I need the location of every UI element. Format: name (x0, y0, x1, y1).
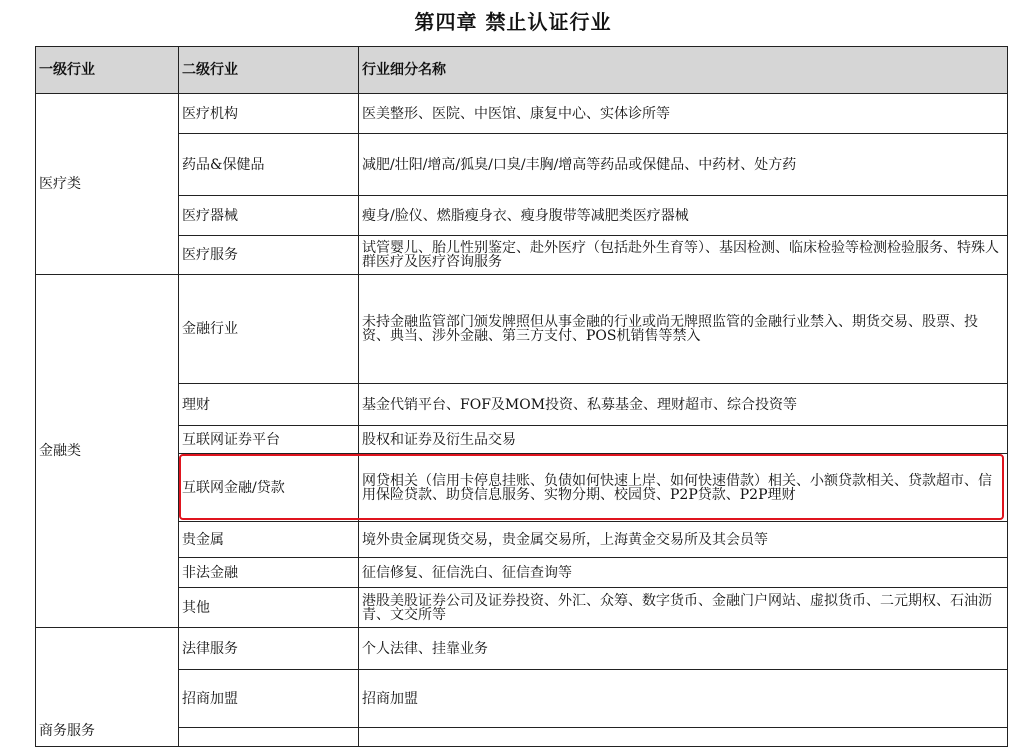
table-row-sub: 贵金属 (179, 522, 359, 558)
group-medical: 医疗类 (36, 94, 179, 275)
table-header-primary: 一级行业 (36, 47, 179, 94)
table-row-detail: 瘦身/脸仪、燃脂瘦身衣、瘦身腹带等减肥类医疗器械 (359, 196, 1008, 236)
table-row-detail: 港股美股证券公司及证券投资、外汇、众筹、数字货币、金融门户网站、虚拟货币、二元期权、石油沥青、文交所等 (359, 588, 1008, 628)
table-header-secondary: 二级行业 (179, 47, 359, 94)
table-row-sub: 招商加盟 (179, 670, 359, 728)
table-row-sub: 法律服务 (179, 628, 359, 670)
table-row-detail: 医美整形、医院、中医馆、康复中心、实体诊所等 (359, 94, 1008, 134)
table-row-sub: 理财 (179, 384, 359, 426)
table-row-detail: 个人法律、挂靠业务 (359, 628, 1008, 670)
document-page (35, 46, 1007, 739)
page-title: 第四章 禁止认证行业 (414, 10, 612, 34)
table-row-sub: 互联网金融/贷款 (179, 454, 359, 522)
table-row-sub: 医疗器械 (179, 196, 359, 236)
table-row-sub: 其他 (179, 588, 359, 628)
table-row-sub: 金融行业 (179, 275, 359, 384)
industry-table (35, 46, 1008, 747)
table-row-detail: 境外贵金属现货交易，贵金属交易所，上海黄金交易所及其会员等 (359, 522, 1008, 558)
table-row-sub: 互联网证券平台 (179, 426, 359, 454)
table-row-sub: 非法金融 (179, 558, 359, 588)
table-row-detail: 减肥/壮阳/增高/狐臭/口臭/丰胸/增高等药品或保健品、中药材、处方药 (359, 134, 1008, 196)
table-row-sub: 医疗服务 (179, 236, 359, 275)
table-row-sub: 医疗机构 (179, 94, 359, 134)
table-row-detail: 股权和证券及衍生品交易 (359, 426, 1008, 454)
table-row-partial (359, 728, 1008, 747)
table-row-detail: 未持金融监管部门颁发牌照但从事金融的行业或尚无牌照监管的金融行业禁入、期货交易、股票、投资、典当、涉外金融、第三方支付、POS机销售等禁入 (359, 275, 1008, 384)
group-business: 商务服务 (36, 628, 179, 747)
table-header-detail: 行业细分名称 (359, 47, 1008, 94)
table-row-sub: 药品&保健品 (179, 134, 359, 196)
table-row-detail: 网贷相关（信用卡停息挂账、负债如何快速上岸、如何快速借款）相关、小额贷款相关、贷款超市、信用保险贷款、助贷信息服务、实物分期、校园贷、P2P贷款、P2P理财 (359, 454, 1008, 522)
table-row-detail: 招商加盟 (359, 670, 1008, 728)
table-row-partial (179, 728, 359, 747)
table-row-detail: 征信修复、征信洗白、征信查询等 (359, 558, 1008, 588)
group-finance: 金融类 (36, 275, 179, 628)
table-row-detail: 基金代销平台、FOF及MOM投资、私募基金、理财超市、综合投资等 (359, 384, 1008, 426)
table-row-detail: 试管婴儿、胎儿性别鉴定、赴外医疗（包括赴外生育等）、基因检测、临床检验等检测检验服务、特殊人群医疗及医疗咨询服务 (359, 236, 1008, 275)
